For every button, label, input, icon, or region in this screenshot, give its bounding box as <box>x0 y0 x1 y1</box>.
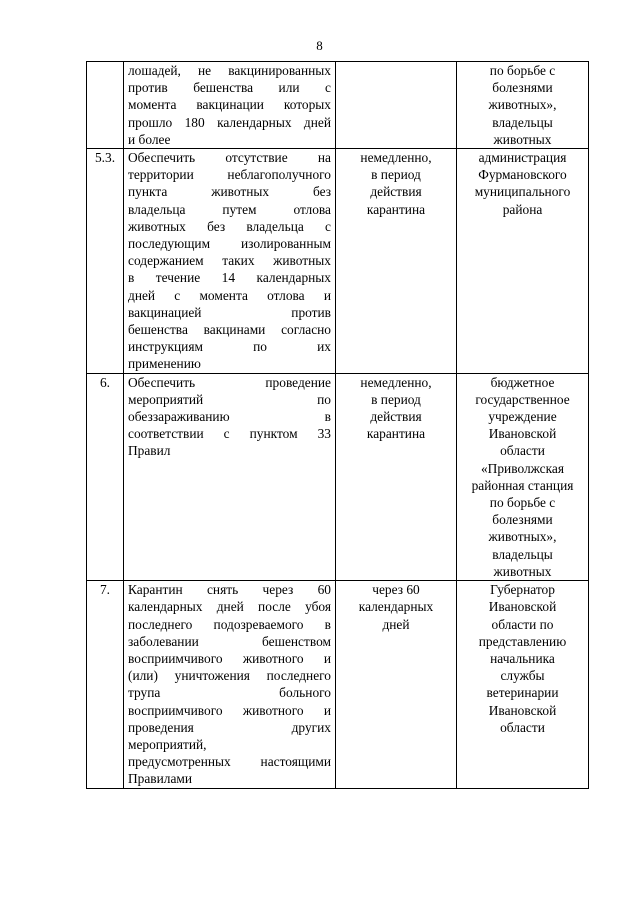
page-number: 8 <box>316 38 323 53</box>
table-row <box>87 149 589 374</box>
measure-text-line: мероприятий, <box>128 736 207 752</box>
measure-responsible-cell <box>457 373 589 580</box>
row-number: 7. <box>87 581 124 788</box>
table-row <box>87 373 589 580</box>
measure-term-line: дней <box>382 616 410 632</box>
measure-responsible-cell <box>457 581 589 788</box>
measure-responsible-line: Ивановской <box>488 702 557 718</box>
measure-term-line: немедленно, <box>360 150 432 166</box>
measure-responsible-line: начальника <box>490 650 555 666</box>
measure-term-line: в период <box>371 167 421 183</box>
measure-responsible-line: животных <box>493 131 552 147</box>
measure-text-line: и более <box>128 131 171 147</box>
measure-text-cell <box>124 149 336 374</box>
measure-term-line <box>340 62 452 79</box>
measure-responsible-line: по борьбе с <box>489 495 556 511</box>
measure-responsible-line: животных», <box>488 529 557 545</box>
measure-text-line: применению <box>128 356 201 372</box>
row-number <box>87 62 124 149</box>
measure-text-line: трупа больного <box>128 685 331 701</box>
measure-responsible-line: бюджетное <box>490 374 555 390</box>
measure-term-line: немедленно, <box>360 374 432 390</box>
measure-responsible-line: администрация <box>478 150 567 166</box>
measure-responsible-line: области по <box>491 616 554 632</box>
measure-text-cell <box>124 373 336 580</box>
measure-term-line: календарных <box>358 599 434 615</box>
table-row <box>87 581 589 788</box>
measure-term-cell <box>336 373 457 580</box>
measure-text-cell <box>124 581 336 788</box>
measure-responsible-line: животных <box>493 563 552 579</box>
measure-term-line: карантина <box>366 201 426 217</box>
measure-text-line: лошадей, не вакцинированных <box>128 63 331 78</box>
measure-text-line: восприимчивого животного и <box>128 650 331 666</box>
measure-responsible-line: района <box>502 201 543 217</box>
measure-responsible-line: районная станция <box>471 477 574 493</box>
measure-text-line: против бешенства или с <box>128 80 331 96</box>
measure-text-line: пункта животных без <box>128 184 331 200</box>
measure-responsible-line: Губернатор <box>490 582 555 598</box>
measure-responsible-line: службы <box>500 668 545 684</box>
measure-text-line: территории неблагополучного <box>128 167 331 183</box>
measure-text-line: соответствии с пунктом 33 <box>128 426 331 442</box>
table-row <box>87 62 589 149</box>
measure-text-line: бешенства вакцинами согласно <box>128 322 331 338</box>
measure-responsible-line: животных», <box>488 97 557 113</box>
measure-text-line: Обеспечить проведение <box>128 374 331 390</box>
measure-text-line: обеззараживанию в <box>128 409 331 425</box>
measure-term-cell <box>336 62 457 149</box>
measure-text-line: восприимчивого животного и <box>128 702 331 718</box>
measure-text-line: содержанием таких животных <box>128 253 331 269</box>
measure-text-line: дней с момента отлова и <box>128 287 331 303</box>
measure-text-line: Правил <box>128 443 171 459</box>
measure-responsible-line: Ивановской <box>488 426 557 442</box>
measure-text-cell <box>124 62 336 149</box>
measure-responsible-line: государственное <box>475 391 570 407</box>
measure-term-line: в период <box>371 391 421 407</box>
measure-responsible-line: области <box>500 443 545 459</box>
measure-responsible-line: владельцы <box>492 546 553 562</box>
measure-text-line: инструкциям по их <box>128 339 331 355</box>
measure-term-line: через 60 <box>372 582 420 598</box>
measures-table <box>86 61 589 789</box>
measure-term-cell <box>336 149 457 374</box>
measure-term-cell <box>336 581 457 788</box>
measure-text-line: животных без владельца с <box>128 218 331 234</box>
measure-text-line: (или) уничтожения последнего <box>128 668 331 684</box>
measure-text-line: заболевании бешенством <box>128 633 331 649</box>
measure-text-line: момента вакцинации которых <box>128 97 331 113</box>
measure-term-line: действия <box>370 409 422 425</box>
measure-responsible-line: «Приволжская <box>480 460 565 476</box>
measure-text-line: последующим изолированным <box>128 236 331 252</box>
measure-responsible-line: области <box>500 719 545 735</box>
measure-text-line: владельца путем отлова <box>128 201 331 217</box>
measure-responsible-cell <box>457 149 589 374</box>
measure-text-line: вакцинацией против <box>128 304 331 320</box>
measure-text-line: Правилами <box>128 771 193 787</box>
measure-text-line: календарных дней после убоя <box>128 599 331 615</box>
measure-term-line: действия <box>370 184 422 200</box>
measure-responsible-line: ветеринарии <box>486 685 559 701</box>
measure-term-line: карантина <box>366 426 426 442</box>
measure-text-line: Карантин снять через 60 <box>128 582 331 598</box>
measure-text-line: в течение 14 календарных <box>128 270 331 286</box>
measure-text-line: предусмотренных настоящими <box>128 754 331 770</box>
measure-responsible-line: болезнями <box>492 80 553 96</box>
measure-responsible-line: Ивановской <box>488 599 557 615</box>
measure-text-line: проведения других <box>128 719 331 735</box>
measure-responsible-line: муниципального <box>474 184 571 200</box>
measure-text-line: Обеспечить отсутствие на <box>128 150 331 166</box>
measure-responsible-line: по борьбе с <box>489 63 556 78</box>
measure-text-line: прошло 180 календарных дней <box>128 114 331 130</box>
row-number: 6. <box>87 373 124 580</box>
measure-text-line: последнего подозреваемого в <box>128 616 331 632</box>
measure-responsible-line: Фурмановского <box>478 167 567 183</box>
row-number: 5.3. <box>87 149 124 374</box>
measure-text-line: мероприятий по <box>128 391 331 407</box>
measure-responsible-line: болезнями <box>492 512 553 528</box>
measure-responsible-cell <box>457 62 589 149</box>
measure-responsible-line: учреждение <box>488 409 557 425</box>
measure-responsible-line: представлению <box>478 633 567 649</box>
table-body <box>87 62 589 789</box>
measure-responsible-line: владельцы <box>492 114 553 130</box>
